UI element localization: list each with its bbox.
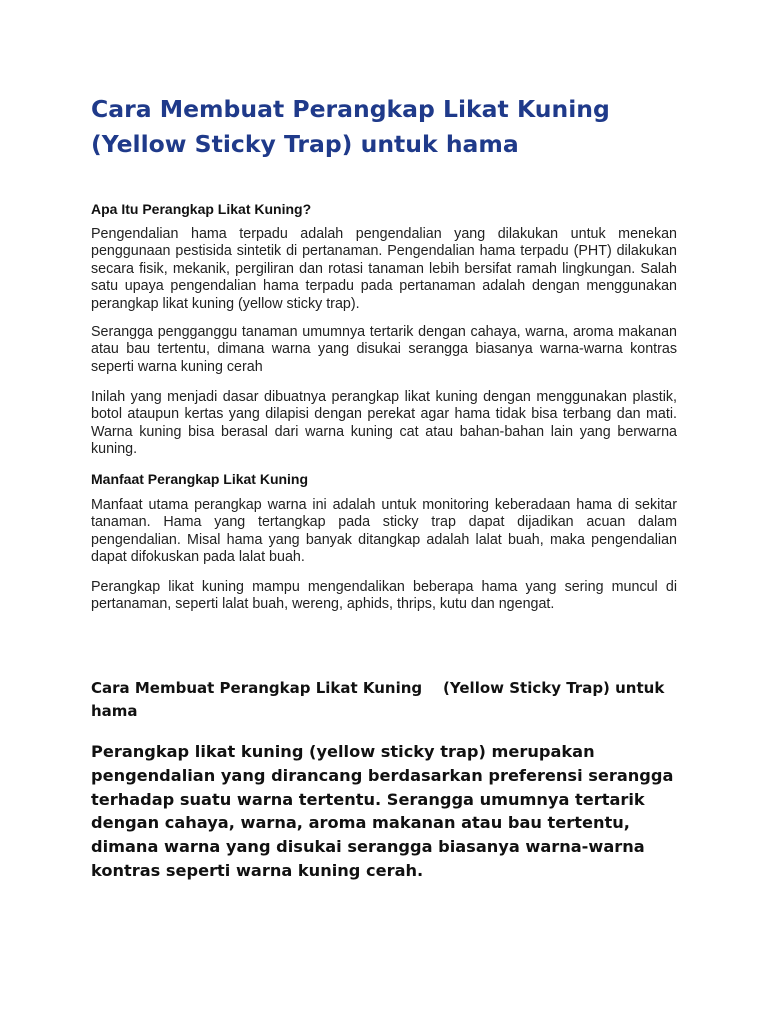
paragraph-trap-basis: Inilah yang menjadi dasar dibuatnya perangkap likat kuning dengan menggunakan plastik, botol ataupun kertas yang dilapisi dengan perekat agar hama tidak bisa terbang dan mati. Warna kuning bisa berasal dari warna kuning cat atau bahan-bahan lain yang berwarna kuning. bbox=[91, 389, 677, 458]
paragraph-pht-intro: Pengendalian hama terpadu adalah pengendalian yang dilakukan untuk menekan penggunaan pestisida sintetik di pertanaman. Pengendalian hama terpadu (PHT) dilakukan secara fisik, mekanik, pergiliran dan rotasi tanaman lebih bersifat ramah lingkungan. Salah satu upaya pengendalian hama terpadu pada pertanaman adalah dengan menggunakan perangkap likat kuning (yellow sticky trap). bbox=[91, 226, 677, 312]
closing-paragraph: Perangkap likat kuning (yellow sticky trap) merupakan pengendalian yang dirancang berdasarkan preferensi serangga terhadap suatu warna tertentu. Serangga umumnya tertarik dengan cahaya, warna, aroma makanan atau bau tertentu, dimana warna yang disukai serangga biasanya warna-warna kontras seperti warna kuning cerah. bbox=[91, 742, 674, 880]
document-title: Cara Membuat Perangkap Likat Kuning (Yellow Sticky Trap) untuk hama bbox=[91, 95, 610, 158]
section-heading-benefits: Manfaat Perangkap Likat Kuning bbox=[91, 471, 309, 487]
paragraph-pests-controlled: Perangkap likat kuning mampu mengendalikan beberapa hama yang sering muncul di pertanaman, seperti lalat buah, wereng, aphids, thrips, kutu dan ngengat. bbox=[91, 579, 677, 613]
paragraph-monitoring-benefit: Manfaat utama perangkap warna ini adalah untuk monitoring keberadaan hama di sekitar tanaman. Hama yang tertangkap pada sticky trap dapat dijadikan acuan dalam pengendalian. Misal hama yang banyak ditangkap adalah lalat buah, maka pengendalian dapat difokuskan pada lalat buah. bbox=[91, 497, 677, 566]
secondary-title: Cara Membuat Perangkap Likat Kuning (Yellow Sticky Trap) untuk hama bbox=[91, 679, 670, 720]
paragraph-insect-attraction: Serangga pengganggu tanaman umumnya tertarik dengan cahaya, warna, aroma makanan atau bau tertentu, dimana warna yang disukai serangga biasanya warna-warna kontras seperti warna kuning cerah bbox=[91, 324, 677, 375]
section-heading-what-is: Apa Itu Perangkap Likat Kuning? bbox=[91, 201, 312, 217]
